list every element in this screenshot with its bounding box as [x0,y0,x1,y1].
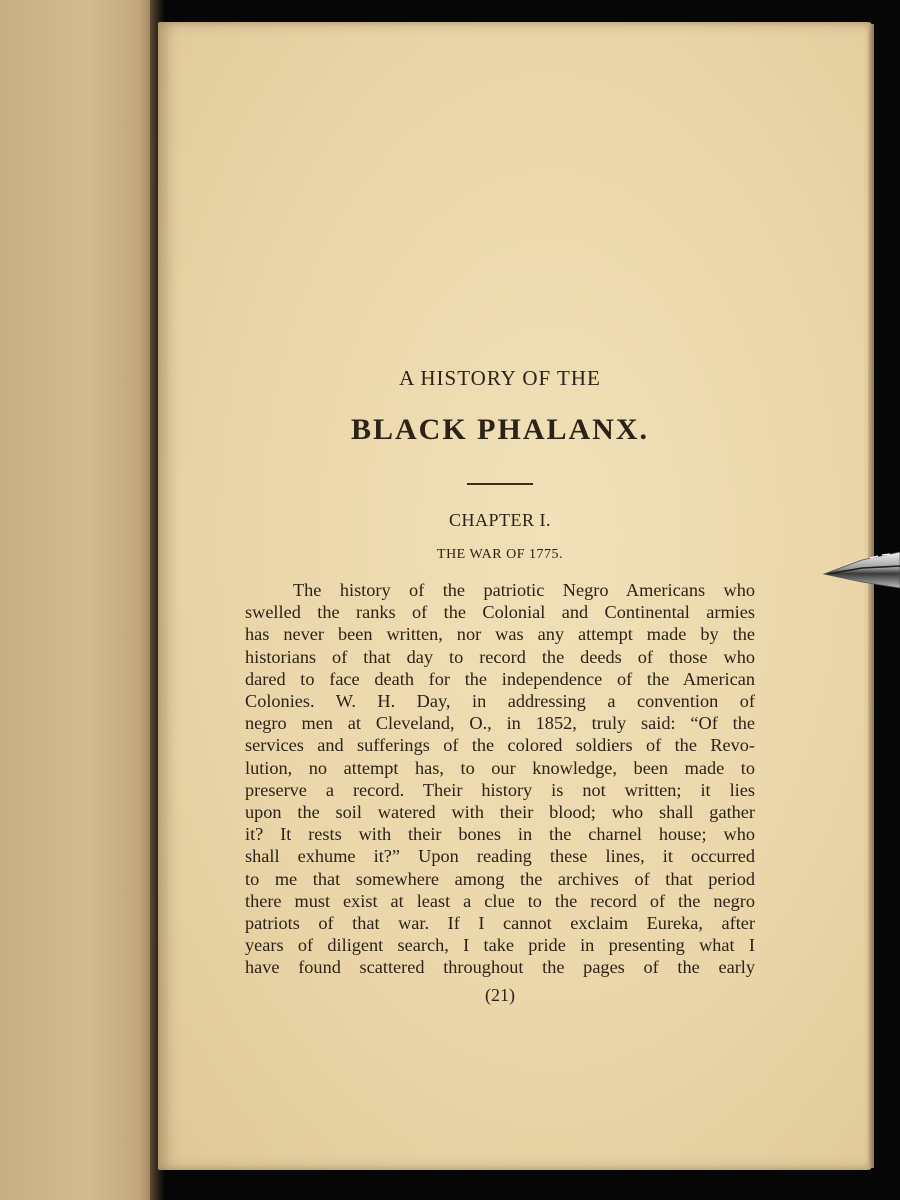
body-line: services and sufferings of the colored soldiers of the Revo- [245,735,755,756]
page-edge [868,24,874,1168]
title-rule [467,483,533,485]
body-line: negro men at Cleveland, O., in 1852, truly said: “Of the [245,713,755,734]
body-line: preserve a record. Their history is not written; it lies [245,779,755,800]
body-line: shall exhume it?” Upon reading these lines, it occurred [245,846,755,867]
body-line: have found scattered throughout the pages of the early [245,957,755,978]
pen-nib-icon [822,548,900,592]
book-title-line-2: BLACK PHALANX. [350,413,649,446]
body-line: historians of that day to record the deeds of those who [245,646,755,667]
page-text [245,360,755,1006]
body-line: Colonies. W. H. Day, in addressing a convention of [245,691,755,712]
body-line: dared to face death for the independence of the American [245,668,755,689]
page-number: (21) [485,984,515,1005]
book-title-line-1: A HISTORY OF THE [399,366,601,390]
chapter-title: CHAPTER I. [448,510,551,530]
body-line: years of diligent search, I take pride in presenting what I [245,935,755,956]
body-line: swelled the ranks of the Colonial and Continental armies [245,602,755,623]
body-line: patriots of that war. If I cannot exclaim Eureka, after [245,913,755,934]
body-line: there must exist at least a clue to the record of the negro [245,890,755,911]
body-paragraph [245,579,755,979]
chapter-subtitle: THE WAR OF 1775. [437,547,563,562]
body-line: it? It rests with their bones in the charnel house; who [245,824,755,845]
left-page [0,0,158,1200]
body-line: lution, no attempt has, to our knowledge, been made to [245,757,755,778]
body-line: upon the soil watered with their blood; who shall gather [245,802,755,823]
body-line: The history of the patriotic Negro Americans who [293,580,755,600]
body-line: has never been written, nor was any attempt made by the [245,624,755,645]
body-line: to me that somewhere among the archives of that period [245,868,755,889]
